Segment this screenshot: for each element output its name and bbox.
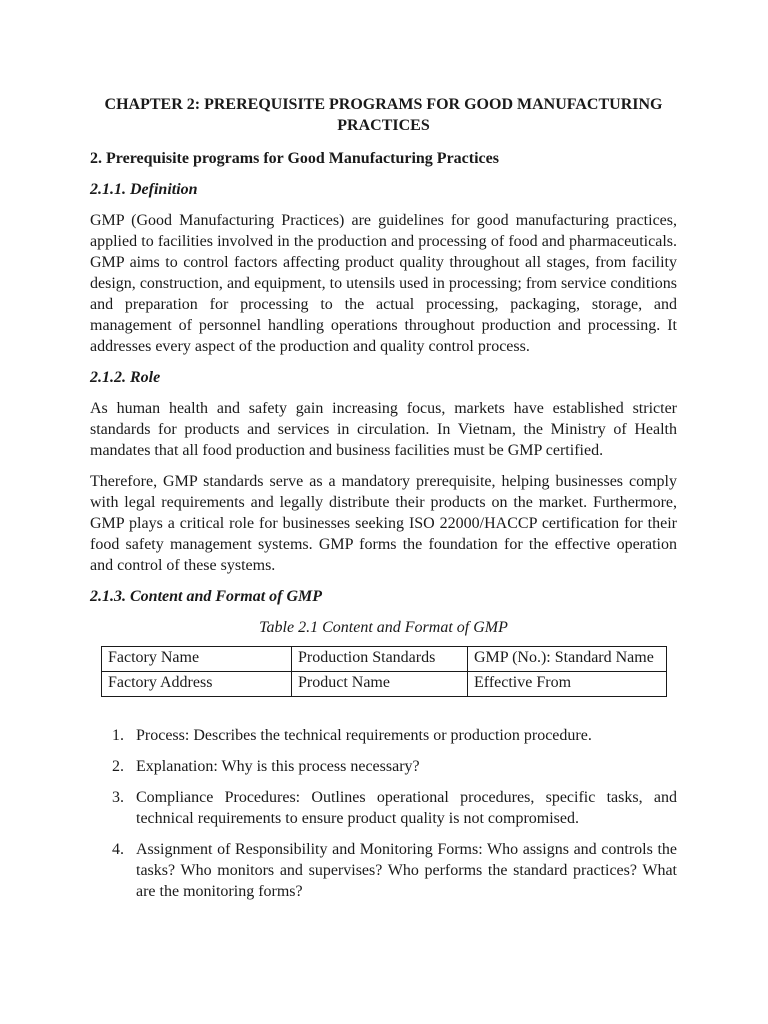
table-cell: GMP (No.): Standard Name bbox=[468, 647, 667, 672]
list-number: 1. bbox=[112, 727, 124, 744]
list-number: 2. bbox=[112, 758, 124, 775]
list-number: 4. bbox=[112, 841, 124, 858]
definition-paragraph: GMP (Good Manufacturing Practices) are guidelines for good manufacturing practices, applied to facilities involved in the production and processing of food and pharmaceuticals. GMP aims to control factors affecting product quality throughout all stages, from facility design, construction, and equipment, to utensils used in processing; from service conditions and preparation for processing to the actual processing, packaging, storage, and management of personnel handling operations throughout production and processing. It addresses every aspect of the production and quality control process. bbox=[90, 212, 677, 355]
chapter-title: CHAPTER 2: PREREQUISITE PROGRAMS FOR GOOD MANUFACTURING PRACTICES bbox=[104, 96, 663, 134]
list-item-text: Explanation: Why is this process necessary? bbox=[136, 758, 420, 775]
section-heading: 2. Prerequisite programs for Good Manufacturing Practices bbox=[90, 150, 499, 167]
list-item bbox=[90, 839, 677, 902]
list-item bbox=[90, 756, 677, 777]
list-item-text: Process: Describes the technical requirements or production procedure. bbox=[136, 727, 592, 744]
list-number: 3. bbox=[112, 789, 124, 806]
role-paragraph-1: As human health and safety gain increasing focus, markets have established stricter standards for products and services in circulation. In Vietnam, the Ministry of Health mandates that all food production and business facilities must be GMP certified. bbox=[90, 400, 677, 459]
role-paragraph-2: Therefore, GMP standards serve as a mandatory prerequisite, helping businesses comply with legal requirements and legally distribute their products on the market. Furthermore, GMP plays a critical role for businesses seeking ISO 22000/HACCP certification for their food safety management systems. GMP forms the foundation for the effective operation and control of these systems. bbox=[90, 473, 677, 574]
table-cell: Production Standards bbox=[292, 647, 468, 672]
table-row bbox=[102, 647, 667, 672]
list-item bbox=[90, 725, 677, 746]
role-heading: 2.1.2. Role bbox=[90, 369, 161, 386]
table-row bbox=[102, 672, 667, 697]
list-item-text: Compliance Procedures: Outlines operational procedures, specific tasks, and technical requirements to ensure product quality is not compromised. bbox=[136, 789, 677, 827]
list-item bbox=[90, 787, 677, 829]
table-cell: Effective From bbox=[468, 672, 667, 697]
table-cell: Factory Address bbox=[102, 672, 292, 697]
gmp-content-list bbox=[90, 725, 677, 902]
table-cell: Product Name bbox=[292, 672, 468, 697]
gmp-table bbox=[101, 646, 667, 697]
table-cell: Factory Name bbox=[102, 647, 292, 672]
content-format-heading: 2.1.3. Content and Format of GMP bbox=[90, 588, 323, 605]
definition-heading: 2.1.1. Definition bbox=[90, 181, 198, 198]
document-page bbox=[90, 94, 677, 912]
table-caption: Table 2.1 Content and Format of GMP bbox=[259, 619, 508, 636]
list-item-text: Assignment of Responsibility and Monitoring Forms: Who assigns and controls the tasks? Who monitors and supervises? Who performs the standard practices? What are the monitoring forms? bbox=[136, 841, 677, 900]
